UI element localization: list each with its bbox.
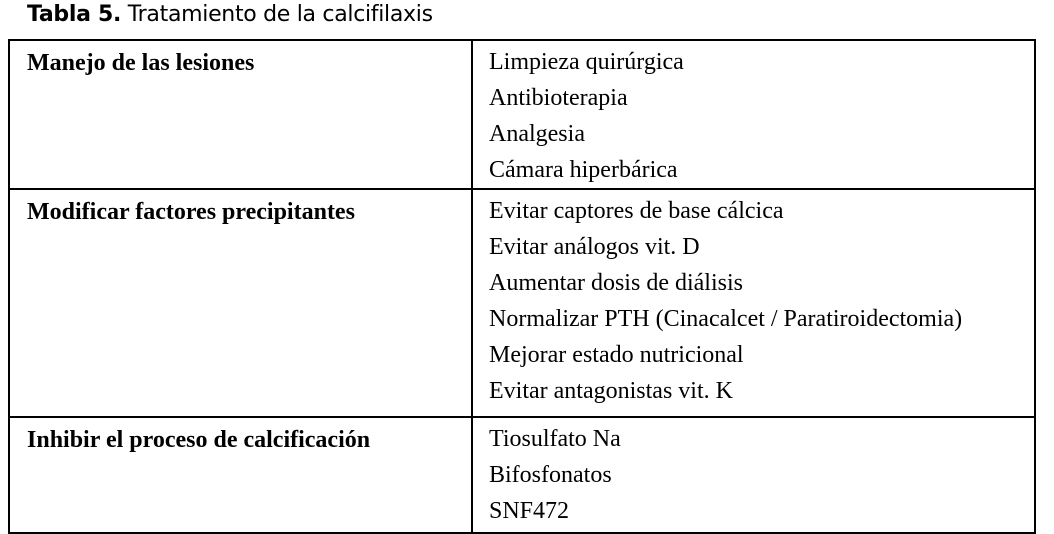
caption-label: Tabla 5. bbox=[27, 2, 122, 27]
table-caption bbox=[27, 2, 433, 27]
list-item: SNF472 bbox=[489, 498, 570, 524]
table-row bbox=[9, 189, 1035, 417]
table-row bbox=[9, 40, 1035, 189]
items-cell bbox=[472, 417, 1035, 533]
list-item: Evitar análogos vit. D bbox=[489, 234, 700, 260]
items-cell bbox=[472, 189, 1035, 417]
category-label: Manejo de las lesiones bbox=[27, 50, 255, 76]
list-item: Normalizar PTH (Cinacalcet / Paratiroidectomia) bbox=[489, 306, 963, 332]
list-item: Mejorar estado nutricional bbox=[489, 342, 744, 368]
list-item: Antibioterapia bbox=[489, 85, 628, 111]
category-cell bbox=[9, 40, 472, 189]
list-item: Cámara hiperbárica bbox=[489, 157, 678, 183]
list-item: Aumentar dosis de diálisis bbox=[489, 270, 743, 296]
list-item: Analgesia bbox=[489, 121, 585, 147]
category-label: Inhibir el proceso de calcificación bbox=[27, 427, 371, 453]
list-item: Evitar captores de base cálcica bbox=[489, 198, 784, 224]
table-row bbox=[9, 417, 1035, 533]
category-label: Modificar factores precipitantes bbox=[27, 199, 355, 225]
list-item: Bifosfonatos bbox=[489, 462, 612, 488]
category-cell bbox=[9, 417, 472, 533]
treatment-table bbox=[8, 39, 1036, 534]
list-item: Evitar antagonistas vit. K bbox=[489, 378, 733, 404]
list-item: Tiosulfato Na bbox=[489, 426, 621, 452]
items-cell bbox=[472, 40, 1035, 189]
list-item: Limpieza quirúrgica bbox=[489, 49, 684, 75]
category-cell bbox=[9, 189, 472, 417]
caption-title: Tratamiento de la calcifilaxis bbox=[127, 2, 433, 27]
